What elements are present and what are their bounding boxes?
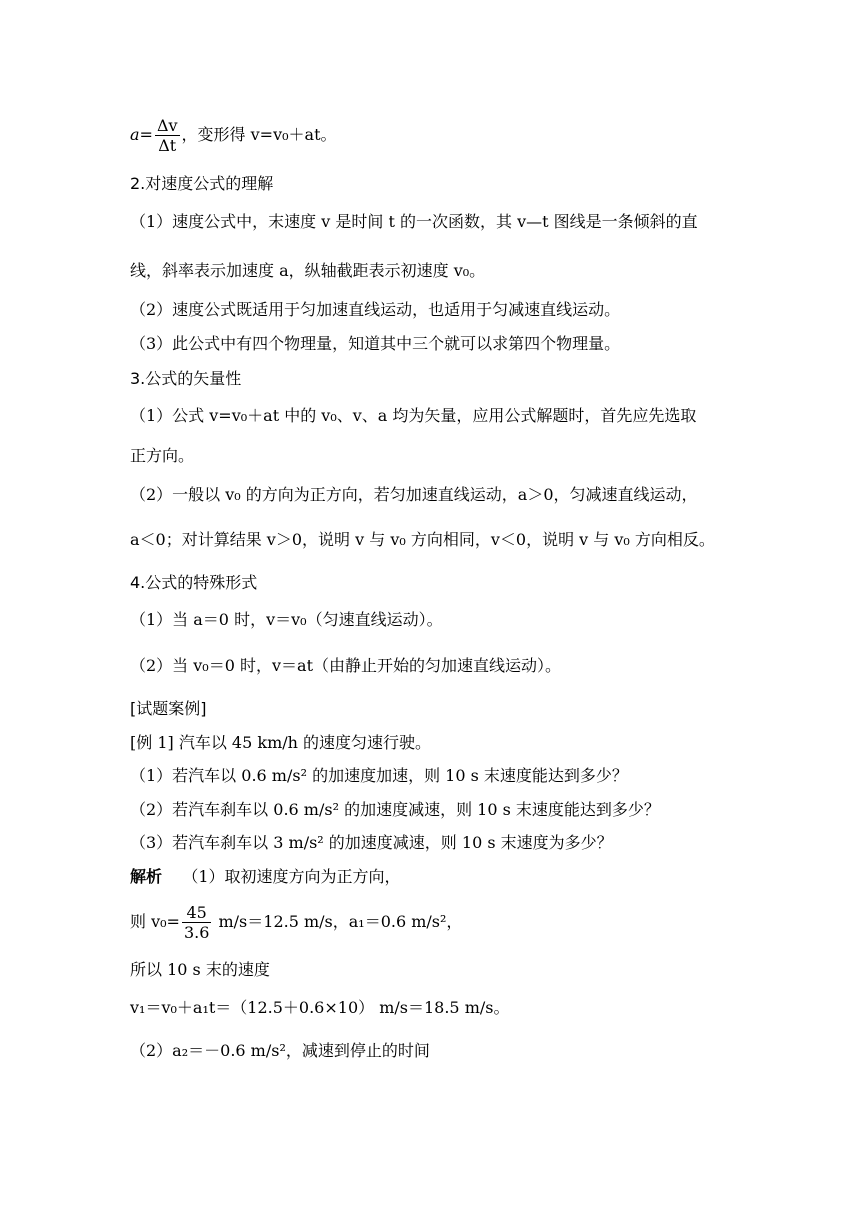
paragraph-line: 线，斜率表示加速度 a，纵轴截距表示初速度 v₀。	[130, 261, 486, 280]
question-line: （1）若汽车以 0.6 m/s² 的加速度加速，则 10 s 末速度能达到多少？	[130, 766, 628, 785]
paragraph-line: （1）速度公式中，末速度 v 是时间 t 的一次函数，其 v—t 图线是一条倾斜的直	[130, 212, 698, 231]
solution-label: 解析	[130, 867, 163, 886]
paragraph-line: （2）速度公式既适用于匀加速直线运动，也适用于匀减速直线运动。	[130, 300, 621, 319]
paragraph-line: （3）此公式中有四个物理量，知道其中三个就可以求第四个物理量。	[130, 334, 621, 353]
formula-acceleration-definition	[130, 116, 337, 155]
example-statement: [例 1] 汽车以 45 km/h 的速度匀速行驶。	[130, 733, 432, 752]
question-line: （3）若汽车刹车以 3 m/s² 的加速度减速，则 10 s 末速度为多少？	[130, 833, 613, 852]
paragraph-line: （1）公式 v=v₀＋at 中的 v₀、v、a 均为矢量，应用公式解题时，首先应先选取	[130, 406, 697, 425]
section-heading-3: 3.公式的矢量性	[130, 369, 242, 388]
formula-rest-text: ，变形得 v=v₀＋at。	[181, 125, 337, 144]
formula-equals: =	[139, 125, 153, 144]
fraction-denominator: 3.6	[183, 923, 210, 942]
solution-part-2: （2）a₂＝－0.6 m/s²，减速到停止的时间	[130, 1041, 430, 1060]
section-heading-4: 4.公式的特殊形式	[130, 573, 258, 592]
solution-final-velocity: v₁＝v₀＋a₁t＝（12.5＋0.6×10） m/s＝18.5 m/s。	[130, 998, 510, 1017]
solution-start	[130, 867, 401, 887]
paragraph-line: （2）一般以 v₀ 的方向为正方向，若匀加速直线运动，a＞0，匀减速直线运动，	[130, 485, 698, 504]
formula-symbol-a: a	[130, 125, 140, 144]
section-heading-2: 2.对速度公式的理解	[130, 174, 274, 193]
fraction-dv-dt	[155, 116, 180, 155]
paragraph-line: （1）当 a＝0 时，v＝v₀（匀速直线运动）。	[130, 610, 443, 629]
question-line: （2）若汽车刹车以 0.6 m/s² 的加速度减速，则 10 s 末速度能达到多少？	[130, 800, 660, 819]
paragraph-line: （2）当 v₀＝0 时，v＝at（由静止开始的匀加速直线运动）。	[130, 656, 561, 675]
solution-prefix: 则 v₀=	[130, 912, 180, 931]
solution-values: m/s＝12.5 m/s，a₁＝0.6 m/s²，	[213, 912, 463, 931]
fraction-denominator: Δt	[158, 136, 177, 155]
case-heading: [试题案例]	[130, 699, 207, 718]
paragraph-line: 正方向。	[130, 446, 195, 465]
solution-text: （1）取初速度方向为正方向，	[182, 867, 401, 886]
paragraph-line: 所以 10 s 末的速度	[130, 960, 270, 979]
paragraph-line: a＜0；对计算结果 v＞0，说明 v 与 v₀ 方向相同，v＜0，说明 v 与 v₀ 方向相反。	[130, 530, 715, 549]
fraction-45-3.6	[182, 903, 211, 942]
fraction-numerator: 45	[182, 903, 211, 923]
fraction-numerator: Δv	[156, 116, 178, 135]
solution-initial-velocity	[130, 903, 462, 942]
